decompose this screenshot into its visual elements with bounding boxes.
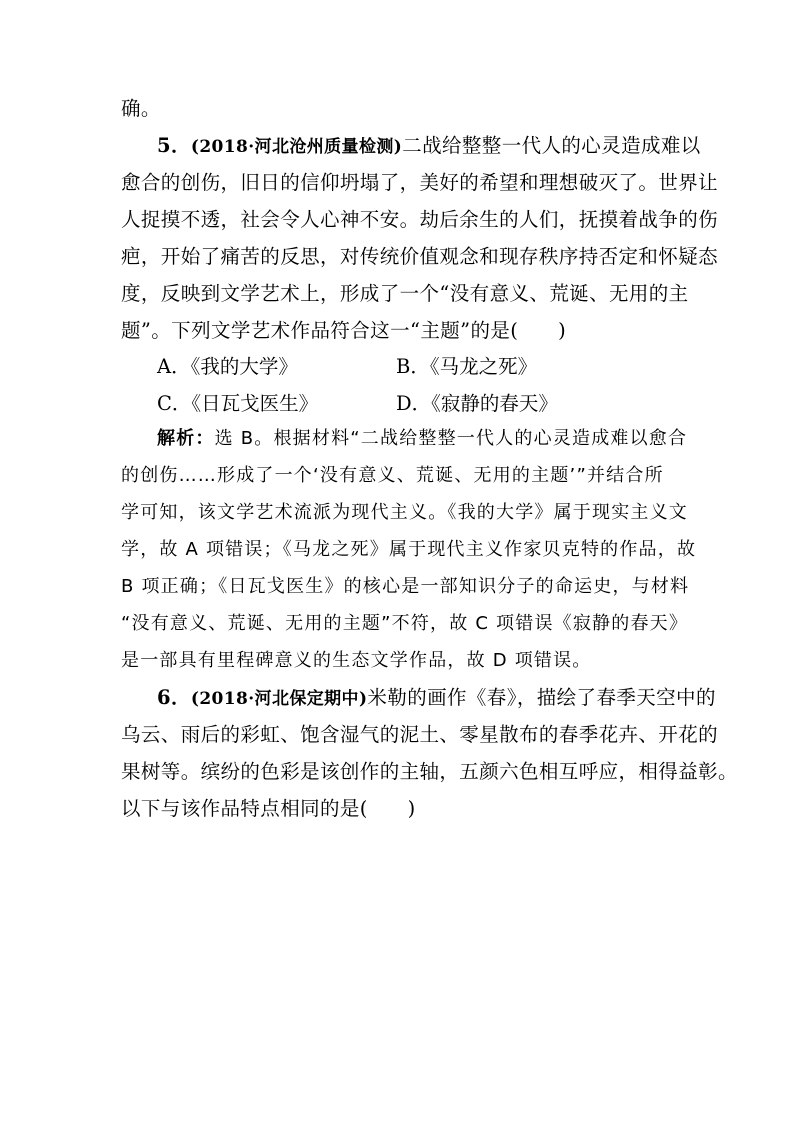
analysis-line-5: B 项正确；《日瓦戈医生》的核心是一部知识分子的命运史，与材料 xyxy=(121,576,690,597)
question-5-line-5: 度，反映到文学艺术上，形成了一个“没有意义、荒诞、无用的主 xyxy=(121,282,689,305)
analysis-label: 解析： xyxy=(157,428,215,449)
question-5-line-6: 题”。下列文学艺术作品符合这一“主题”的是( ) xyxy=(121,319,567,342)
analysis-line-4: 学，故 A 项错误；《马龙之死》属于现代主义作家贝克特的作品，故 xyxy=(121,539,697,560)
question-6-line-2: 乌云、雨后的彩虹、饱含湿气的泥土、零星散布的春季花卉、开花的 xyxy=(121,723,719,746)
question-5-number: 5． xyxy=(157,134,191,157)
question-6-line-1: 米勒的画作《春》，描绘了春季天空中的 xyxy=(367,686,716,709)
option-b: B．《马龙之死》 xyxy=(396,355,538,378)
question-6-line-3: 果树等。缤纷的色彩是该创作的主轴，五颜六色相互呼应，相得益彰。 xyxy=(121,760,738,783)
question-6-number: 6． xyxy=(157,686,191,709)
question-5-line-2: 愈合的创伤，旧日的信仰坍塌了，美好的希望和理想破灭了。世界让 xyxy=(121,171,719,194)
question-5-source: (2018·河北沧州质量检测) xyxy=(190,137,403,157)
question-5-line-3: 人捉摸不透，社会令人心神不安。劫后余生的人们，抚摸着战争的伤 xyxy=(121,208,719,231)
analysis-line-7: 是一部具有里程碑意义的生态文学作品，故 D 项错误。 xyxy=(121,650,592,671)
question-6-source: (2018·河北保定期中) xyxy=(190,689,368,709)
question-6-line-4: 以下与该作品特点相同的是( ) xyxy=(121,797,416,820)
analysis-line-3: 学可知，该文学艺术流派为现代主义。《我的大学》属于现实主义文 xyxy=(121,502,688,523)
analysis-first-line xyxy=(157,424,688,454)
option-d: D．《寂静的春天》 xyxy=(396,392,558,415)
analysis-line-6: “没有意义、荒诞、无用的主题”不符，故 C 项错误《寂静的春天》 xyxy=(121,613,689,634)
question-5-first-line xyxy=(157,131,701,162)
previous-answer-tail: 确。 xyxy=(121,97,161,120)
question-5-line-1: 二战给整整一代人的心灵造成难以 xyxy=(402,134,701,157)
option-c: C．《日瓦戈医生》 xyxy=(157,392,319,415)
question-6-first-line xyxy=(157,683,716,714)
analysis-line-1: 选 B。根据材料“二战给整整一代人的心灵造成难以愈合 xyxy=(214,428,688,449)
option-a: A．《我的大学》 xyxy=(157,355,298,378)
analysis-line-2: 的创伤……形成了一个‘没有意义、荒诞、无用的主题’”并结合所 xyxy=(121,465,664,486)
question-5-line-4: 疤，开始了痛苦的反思，对传统价值观念和现存秩序持否定和怀疑态 xyxy=(121,245,719,268)
